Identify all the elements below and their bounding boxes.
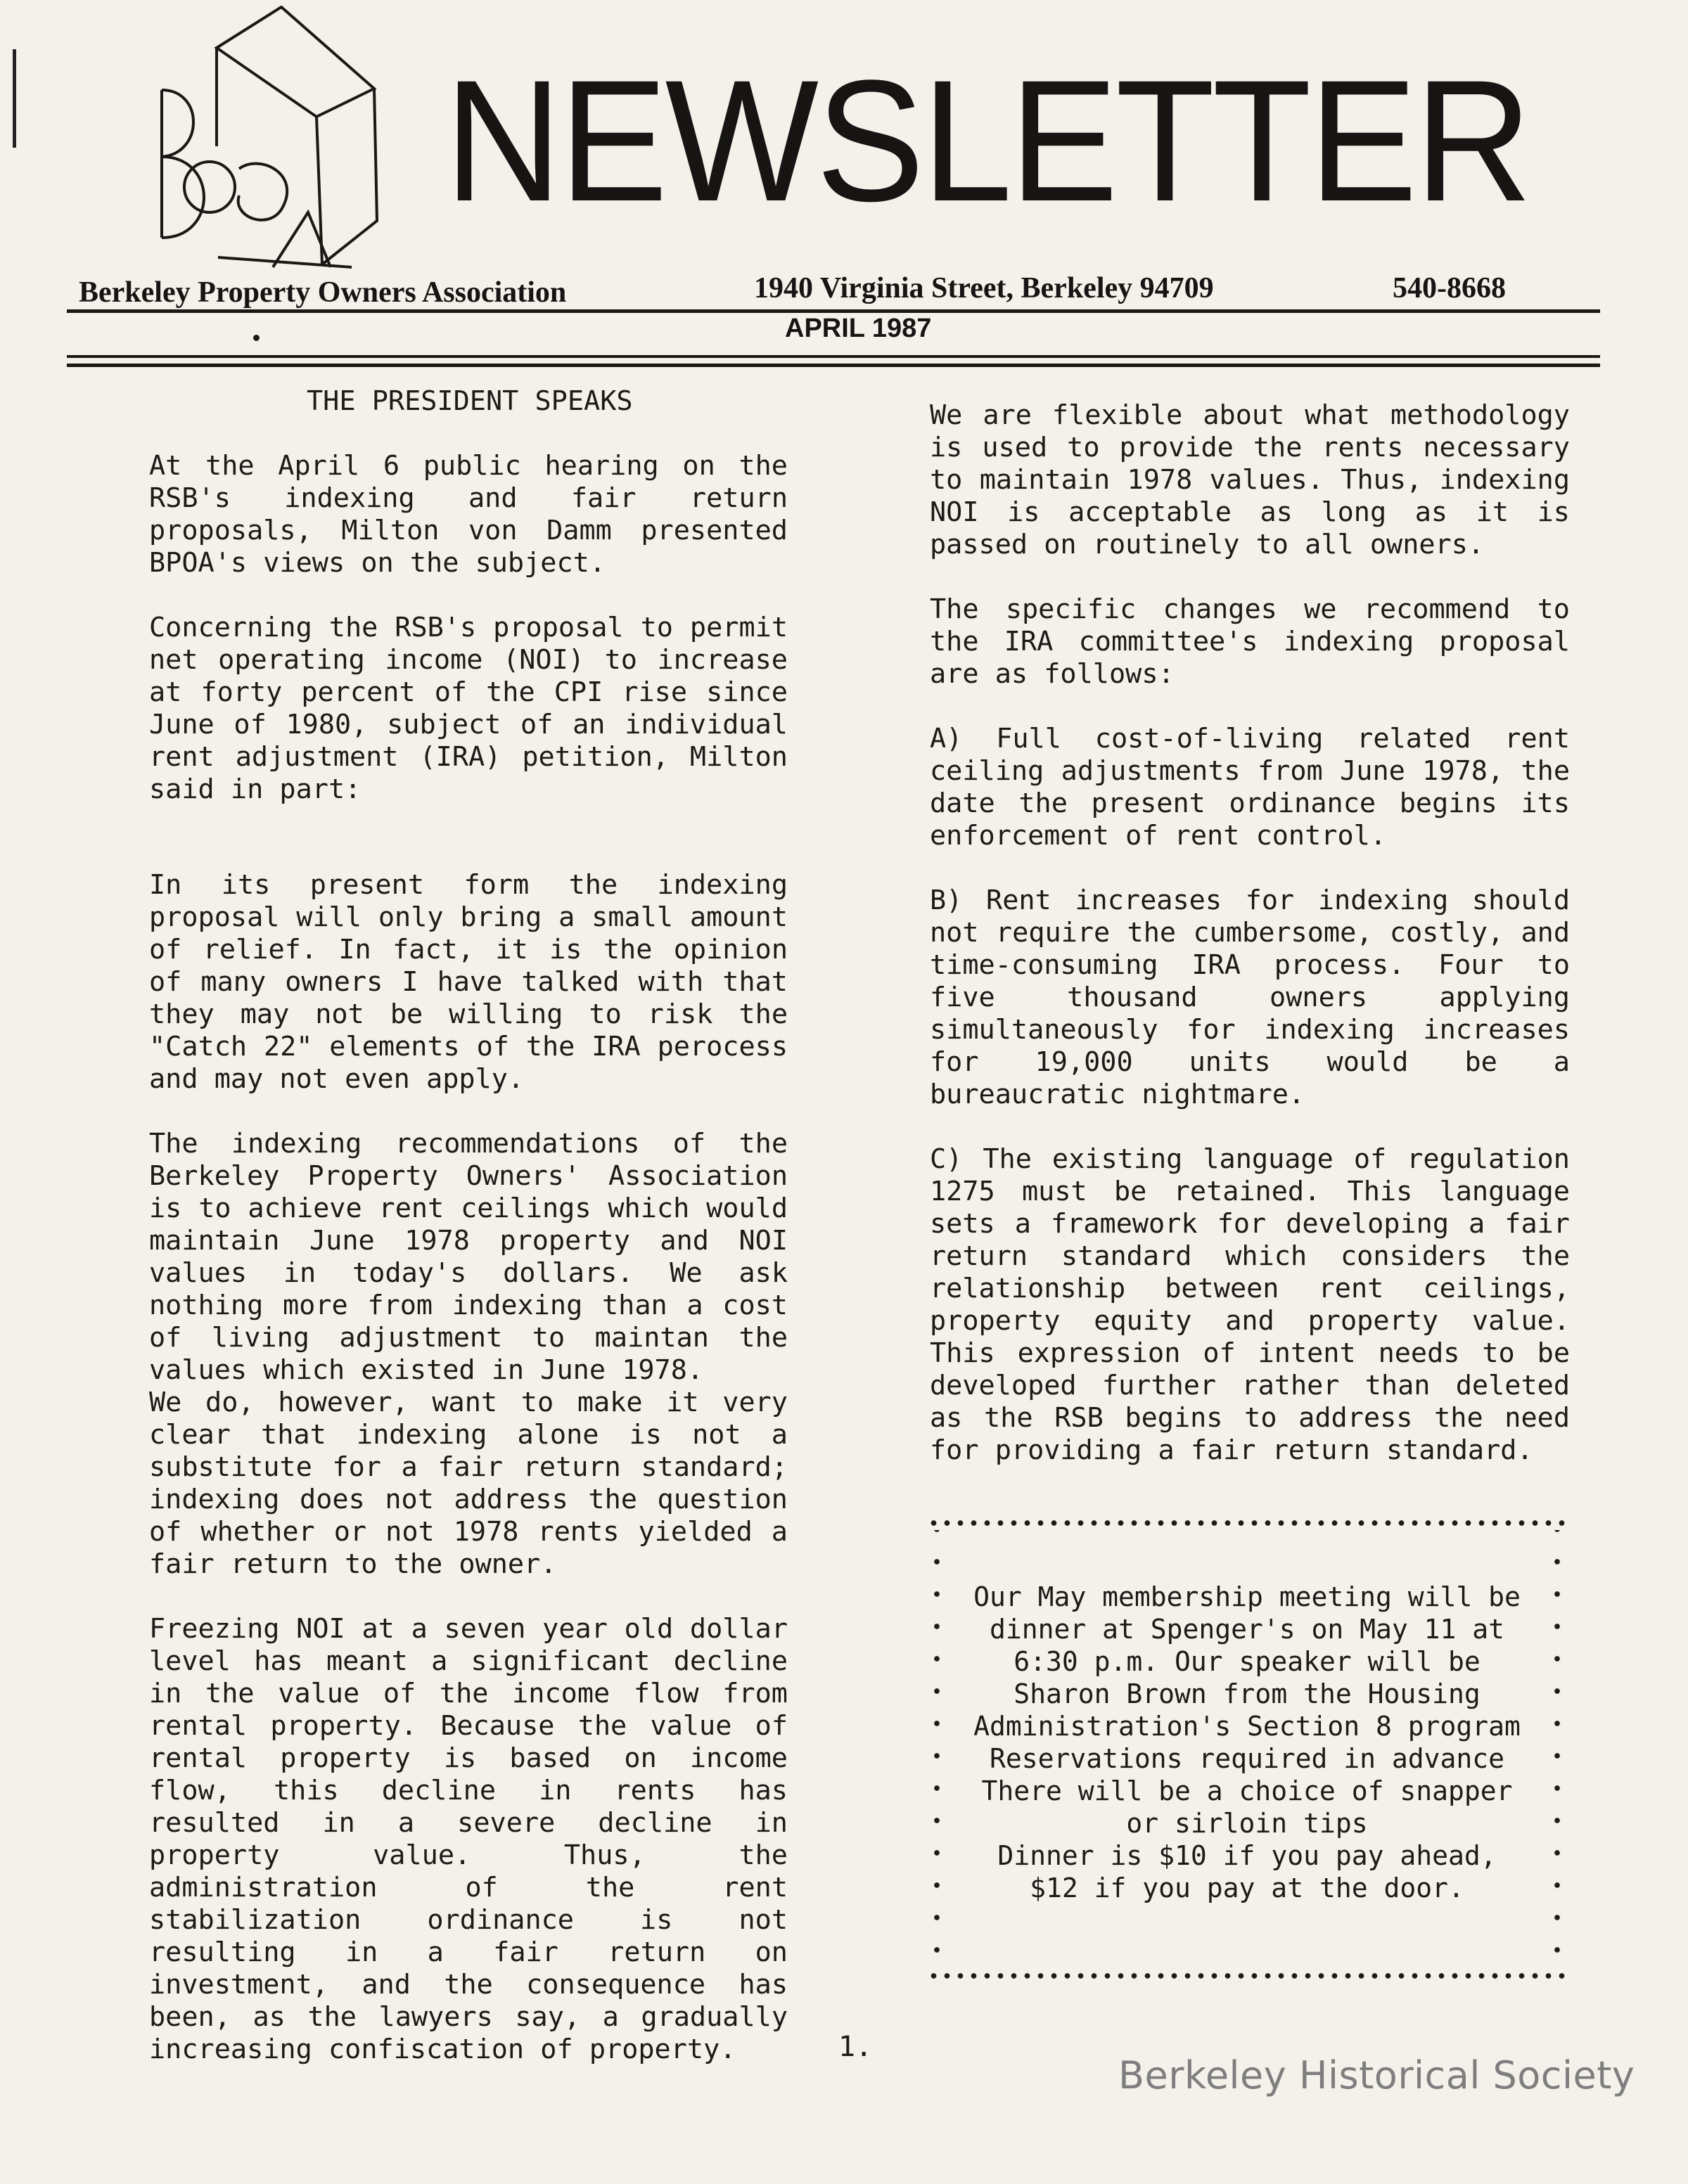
paragraph: The specific changes we recommend to the IRA committee's indexing proposal are as follows: — [930, 593, 1570, 690]
announcement-line: There will be a choice of snapper — [981, 1775, 1513, 1806]
logo-letter-p — [184, 162, 235, 212]
left-column — [149, 385, 788, 2066]
header-rule-double-1 — [67, 355, 1600, 358]
newsletter-title: NEWSLETTER — [445, 44, 1530, 238]
paragraph: C) The existing language of regulation 1275 must be retained. This language sets a framework for developing a fair return standard which considers the relationship between rent ceilings, property equity and property value. This expression of intent needs to be developed further rather than deleted as the RSB begins to address the need for providing a fair return standard. — [930, 1143, 1570, 1466]
announcement-line: Reservations required in advance — [989, 1743, 1505, 1774]
article-title: THE PRESIDENT SPEAKS — [307, 385, 633, 417]
announcement-line: dinner at Spenger's on May 11 at — [989, 1614, 1505, 1645]
org-name: Berkeley Property Owners Association — [79, 276, 567, 309]
asterisk-border-right — [1550, 1530, 1564, 1967]
logo-cube-top — [217, 7, 374, 117]
paragraph: Concerning the RSB's proposal to permit net operating income (NOI) to increase at forty percent of the CPI rise since June of 1980, subject of an individual rent adjustment (IRA) petition, Milton said in part: — [149, 612, 788, 805]
paragraph: In its present form the indexing proposal will only bring a small amount of relief. In fact, it is the opinion of many owners I have talked with that they may not be willing to risk the "Catch 22" elements of the IRA perocess and may not even apply. — [149, 869, 788, 1095]
watermark: Berkeley Historical Society — [1118, 2053, 1635, 2098]
announcement-text — [955, 1581, 1539, 1904]
announcement-line: Our May membership meeting will be — [973, 1581, 1521, 1612]
page-number: 1. — [838, 2031, 873, 2063]
paragraph: B) Rent increases for indexing should not require the cumbersome, costly, and time-consuming IRA process. Four to five thousand owners applying simultaneously for indexing increases for 19,000 units would be a bureaucratic nightmare. — [930, 885, 1570, 1110]
org-phone: 540-8668 — [1393, 272, 1506, 304]
org-address: 1940 Virginia Street, Berkeley 94709 — [754, 272, 1214, 304]
announcement-box — [927, 1510, 1567, 1989]
announcement-line: Sharon Brown from the Housing — [1014, 1678, 1481, 1709]
asterisk-border-bottom — [927, 1969, 1567, 1983]
paragraph: The indexing recommendations of the Berkeley Property Owners' Association is to achieve rent ceilings which would maintain June 1978 property and NOI values in today's dollars. We ask nothing more from indexing than a cost of living adjustment to maintan the values which existed in June 1978. — [149, 1128, 788, 1386]
logo-letter-o — [238, 164, 287, 220]
announcement-line: 6:30 p.m. Our speaker will be — [1014, 1646, 1481, 1677]
announcement-line: Administration's Section 8 program — [973, 1711, 1521, 1742]
logo-letter-a — [218, 212, 352, 267]
header-rule-top — [67, 309, 1600, 313]
margin-mark — [13, 49, 16, 148]
paragraph: We do, however, want to make it very clear that indexing alone is not a substitute for a fair return standard; indexing does not address the question of whether or not 1978 rents yielded a fair return to the owner. — [149, 1387, 788, 1580]
announcement-line: Dinner is $10 if you pay ahead, — [997, 1840, 1497, 1871]
paragraph: A) Full cost-of-living related rent ceiling adjustments from June 1978, the date the present ordinance begins its enforcement of rent control. — [930, 723, 1570, 852]
right-column — [930, 399, 1570, 1467]
logo-cube-right — [322, 89, 377, 264]
announcement-line: or sirloin tips — [1126, 1808, 1368, 1839]
paragraph: At the April 6 public hearing on the RSB's indexing and fair return proposals, Milton von Damm presented BPOA's views on the subject. — [149, 450, 788, 579]
issue-date: APRIL 1987 — [785, 314, 932, 343]
header-dot — [253, 335, 260, 341]
asterisk-border-top — [927, 1516, 1567, 1530]
bpoa-logo — [141, 6, 394, 273]
paragraph: Freezing NOI at a seven year old dollar level has meant a significant decline in the value of the income flow from rental property. Because the value of rental property is based on income flow, this decline in rents has resulted in a severe decline in property value. Thus, the administration of the rent stabilization ordinance is not resulting in a fair return on investment, and the consequence has been, as the lawyers say, a gradually increasing confiscation of property. — [149, 1613, 788, 2065]
announcement-line: $12 if you pay at the door. — [1030, 1873, 1464, 1903]
header-rule-double-2 — [67, 364, 1600, 367]
asterisk-border-left — [930, 1530, 944, 1967]
paragraph: We are flexible about what methodology is used to provide the rents necessary to maintain 1978 values. Thus, indexing NOI is acceptable as long as it is passed on routinely to all owners. — [930, 399, 1570, 560]
